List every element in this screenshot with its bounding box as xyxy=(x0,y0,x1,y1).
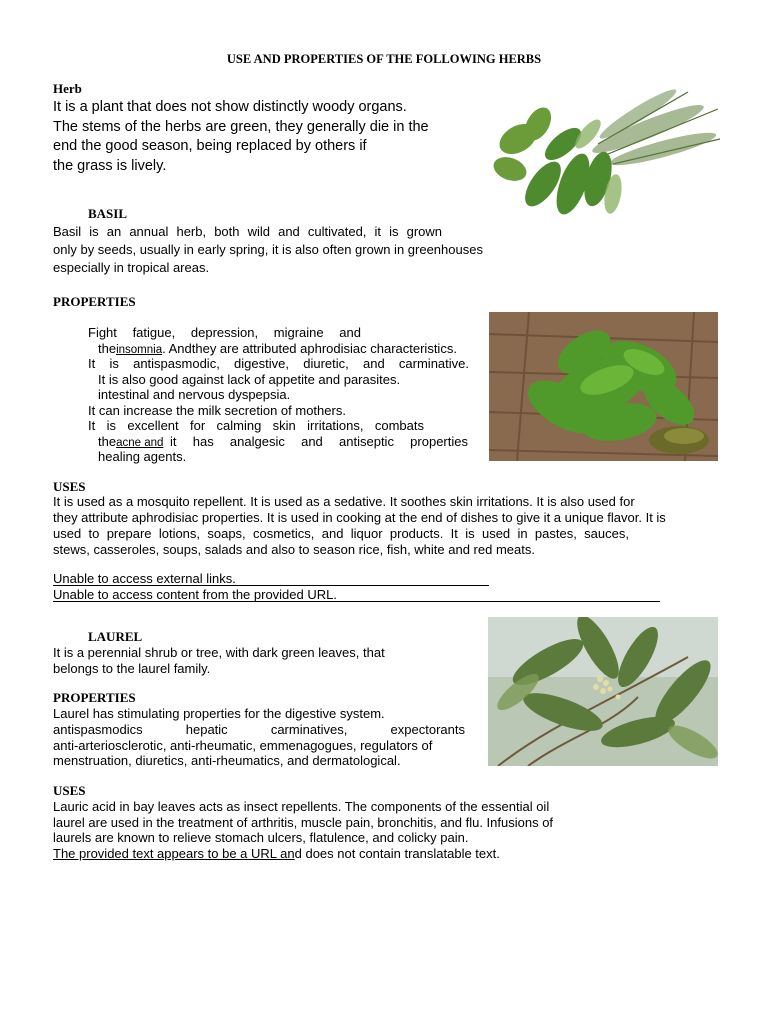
property-line: intestinal and nervous dyspepsia. xyxy=(98,387,291,402)
property-line: It is also good against lack of appetite and parasites. xyxy=(98,371,401,387)
external-link-2[interactable]: Unable to access content from the provided URL. xyxy=(53,587,337,602)
basil-photo xyxy=(489,312,718,461)
basil-heading-label: BASIL xyxy=(88,206,128,221)
uses-line: they attribute aphrodisiac properties. It is used in cooking at the end of dishes to give it a unique flavor. It is xyxy=(53,510,666,525)
herb-line: the grass is lively. xyxy=(53,157,167,174)
laurel-uses-line: Lauric acid in bay leaves acts as insect repellents. The components of the essential oil xyxy=(53,799,550,814)
external-link-1[interactable]: Unable to access external links. xyxy=(53,571,236,586)
page-title: USE AND PROPERTIES OF THE FOLLOWING HERBS xyxy=(226,52,542,66)
property-line: It can increase the milk secretion of mothers. xyxy=(88,402,346,418)
laurel-uses-line: laurels are known to relieve stomach ulcers, flatulence, and colicky pain. xyxy=(53,830,469,845)
property-line: It is excellent for calming skin irritations, combats xyxy=(88,418,424,433)
link-underline xyxy=(53,585,489,586)
laurel-url-link[interactable]: The provided text appears to be a URL an xyxy=(53,845,295,861)
insomnia-link[interactable]: insomnia xyxy=(116,343,163,356)
link-underline xyxy=(53,601,660,602)
uses-line: stews, casseroles, soups, salads and also to season rice, fish, white and red meats. xyxy=(53,542,535,557)
acne-link[interactable]: acne and xyxy=(116,436,164,449)
laurel-line: It is a perennial shrub or tree, with dark green leaves, that xyxy=(53,645,385,660)
laurel-uses-line: laurel are used in the treatment of arthritis, muscle pain, bronchitis, and flu. Infusions of xyxy=(53,814,554,830)
property-text: it has analgesic and antiseptic properties xyxy=(170,433,468,449)
bullet-item xyxy=(76,356,88,372)
laurel-property-line: antispasmodics hepatic carminatives, expectorants xyxy=(53,722,465,737)
basil-properties-heading: PROPERTIES xyxy=(53,294,136,309)
property-text: the xyxy=(98,340,117,356)
basil-heading xyxy=(76,206,127,222)
basil-line: only by seeds, usually in early spring, it is also often grown in greenhouses xyxy=(53,242,483,257)
laurel-last-line xyxy=(53,846,500,862)
herb-line: It is a plant that does not show distinctly woody organs. xyxy=(53,99,407,115)
uses-line: It is used as a mosquito repellent. It is used as a sedative. It soothes skin irritations. It is also used for xyxy=(53,494,635,509)
uses-line: used to prepare lotions, soaps, cosmetics, and liquor products. It is used in pastes, sauces, xyxy=(53,526,629,541)
bullet-item xyxy=(76,403,88,419)
herb-line: end the good season, being replaced by others if xyxy=(53,138,367,154)
property-text: the xyxy=(98,433,117,449)
basil-uses-heading: USES xyxy=(53,479,86,494)
herb-heading: Herb xyxy=(53,81,82,96)
laurel-properties-heading: PROPERTIES xyxy=(53,690,136,705)
property-line: Fight fatigue, depression, migraine and xyxy=(88,325,361,340)
bullet-item xyxy=(76,418,88,434)
herb-line: The stems of the herbs are green, they generally die in the xyxy=(53,118,429,135)
property-line: healing agents. xyxy=(98,449,187,464)
property-text: . Andthey are attributed aphrodisiac characteristics. xyxy=(162,340,457,356)
basil-line: especially in tropical areas. xyxy=(53,260,210,275)
laurel-heading-label: LAUREL xyxy=(88,629,143,644)
property-line: It is antispasmodic, digestive, diuretic, and carminative. xyxy=(88,356,469,371)
laurel-line: belongs to the laurel family. xyxy=(53,660,211,676)
laurel-last-line-text: d does not contain translatable text. xyxy=(294,845,500,861)
laurel-property-line: menstruation, diuretics, anti-rheumatics, and dermatological. xyxy=(53,753,401,768)
basil-line: Basil is an annual herb, both wild and cultivated, it is grown xyxy=(53,224,442,239)
herbs-photo xyxy=(488,84,720,230)
laurel-property-line: anti-arteriosclerotic, anti-rheumatic, emmenagogues, regulators of xyxy=(53,737,433,753)
laurel-property-line: Laurel has stimulating properties for the digestive system. xyxy=(53,706,385,721)
laurel-heading xyxy=(76,629,142,645)
laurel-photo xyxy=(488,617,718,766)
bullet-item xyxy=(76,325,88,341)
laurel-uses-heading: USES xyxy=(53,783,86,798)
